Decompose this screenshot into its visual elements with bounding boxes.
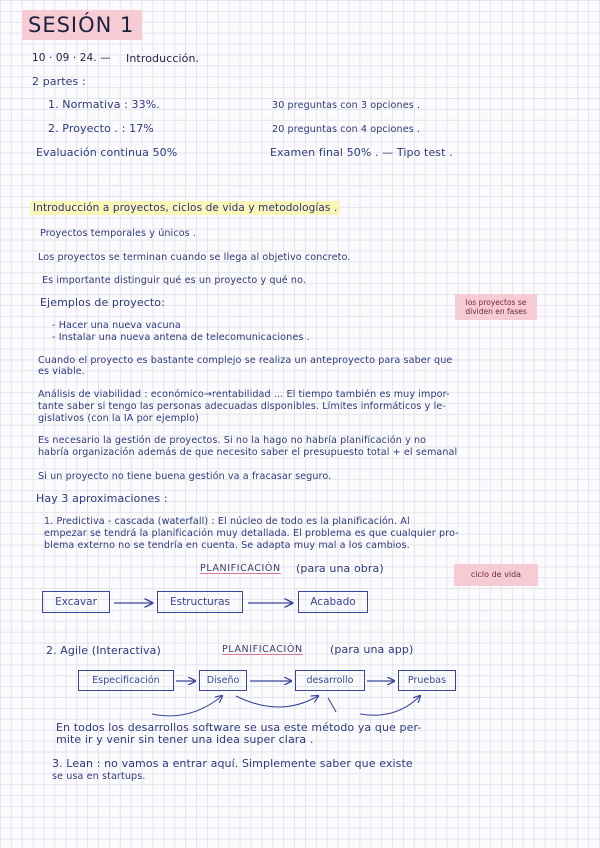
part-normativa: 1. Normativa : 33%.	[48, 98, 160, 111]
note-line: Es importante distinguir qué es un proyecto y qué no.	[42, 275, 307, 286]
note-line: Si un proyecto no tiene buena gestión va a fracasar seguro.	[38, 471, 332, 482]
note-line: Hay 3 aproximaciones :	[36, 492, 168, 505]
part-proyecto-detail: 20 preguntas con 4 opciones .	[272, 124, 421, 135]
note-line: blema externo no se tendría en cuenta. Se adapta muy mal a los cambios.	[44, 540, 410, 551]
section-heading-highlight: Introducción a proyectos, ciclos de vida y metodologías .	[30, 201, 340, 215]
closing-line: En todos los desarrollos software se usa este método ya que per-	[56, 721, 422, 734]
note-line: Cuando el proyecto es bastante complejo se realiza un anteproyecto para saber que	[38, 355, 453, 366]
curved-arrow-icon	[328, 698, 336, 712]
note-line: tante saber si tengo las personas adecuadas disponibles. Límites informáticos y le-	[38, 401, 446, 412]
waterfall-step-acabado: Acabado	[298, 591, 368, 613]
eval-continua: Evaluación continua 50%	[36, 146, 178, 159]
session-date: 10 · 09 · 24. —	[32, 52, 111, 64]
note-line: 1. Predictiva - cascada (waterfall) : El núcleo de todo es la planificación. Al	[44, 516, 410, 527]
curved-arrow-icon	[360, 696, 420, 715]
waterfall-plan-label: PLANIFICACIÓN	[200, 563, 281, 574]
agile-step-diseno: Diseño	[199, 670, 247, 691]
sticky-note-phases: los proyectos se dividen en fases	[455, 294, 537, 320]
part-normativa-detail: 30 preguntas con 3 opciones .	[272, 100, 421, 111]
note-line: habría organización además de que necesito saber el presupuesto total + el semanal	[38, 447, 458, 458]
agile-step-desarrollo: desarrollo	[295, 670, 365, 691]
session-topic: Introducción.	[126, 52, 200, 65]
page-title: SESIÓN 1	[22, 10, 142, 40]
waterfall-plan-note: (para una obra)	[296, 562, 384, 575]
closing-line: 3. Lean : no vamos a entrar aquí. Simplemente saber que existe	[52, 757, 413, 770]
agile-step-especificacion: Especificación	[78, 670, 174, 691]
note-line: Los proyectos se terminan cuando se llega al objetivo concreto.	[38, 252, 351, 263]
waterfall-step-estructuras: Estructuras	[157, 591, 243, 613]
curved-arrow-icon	[236, 696, 318, 707]
note-line: Proyectos temporales y únicos .	[40, 228, 197, 239]
note-line: - Hacer una nueva vacuna	[52, 320, 181, 331]
sticky-note-lifecycle: ciclo de vida	[454, 564, 538, 586]
eval-final: Examen final 50% . — Tipo test .	[270, 146, 453, 159]
note-line: empezar se tendrá la planificación muy detallada. El problema es que cualquier pro-	[44, 528, 459, 539]
closing-line: se usa en startups.	[52, 771, 146, 782]
note-line: - Instalar una nueva antena de telecomunicaciones .	[52, 332, 310, 343]
waterfall-step-excavar: Excavar	[42, 591, 110, 613]
agile-plan-label: PLANIFICACIÓN	[222, 644, 303, 655]
agile-step-pruebas: Pruebas	[398, 670, 456, 691]
part-proyecto: 2. Proyecto . : 17%	[48, 122, 154, 135]
curved-arrow-icon	[152, 696, 222, 716]
note-line: Análisis de viabilidad : económico→rentabilidad ... El tiempo también es muy impor-	[38, 389, 450, 400]
note-line: Es necesario la gestión de proyectos. Si no la hago no habría planificación y no	[38, 435, 427, 446]
parts-heading: 2 partes :	[32, 75, 86, 88]
note-line: gislativos (con la IA por ejemplo)	[38, 413, 199, 424]
agile-heading: 2. Agile (Interactiva)	[46, 644, 161, 657]
note-line: Ejemplos de proyecto:	[40, 296, 165, 309]
note-line: es viable.	[38, 366, 85, 377]
closing-line: mite ir y venir sin tener una idea super clara .	[56, 733, 314, 746]
agile-plan-note: (para una app)	[330, 643, 414, 656]
